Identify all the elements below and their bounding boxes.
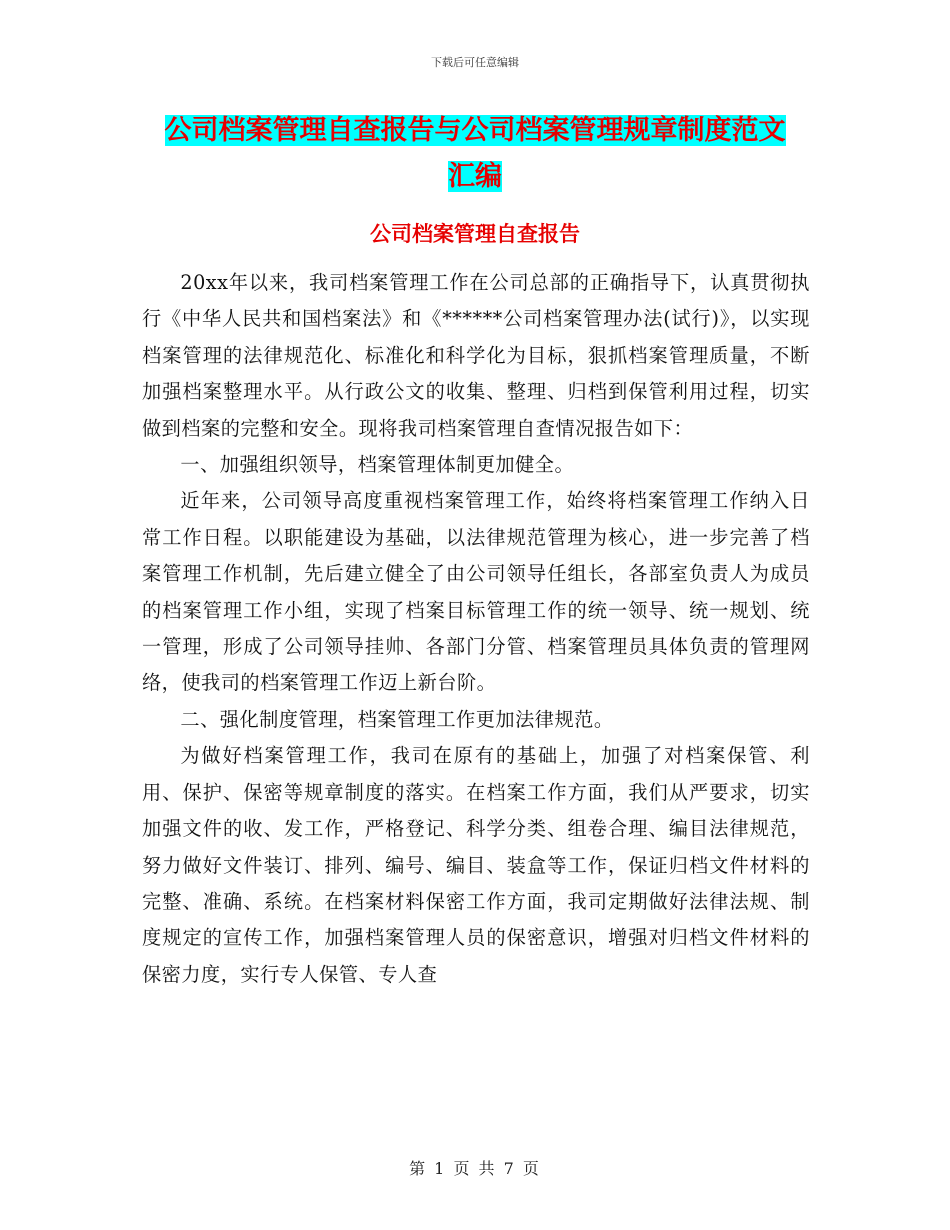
paragraph-organization: 近年来，公司领导高度重视档案管理工作，始终将档案管理工作纳入日常工作日程。以职能建设为基础，以法律规范管理为核心，进一步完善了档案管理工作机制，先后建立健全了由公司领导任组长，各部室负责人为成员的档案管理工作小组，实现了档案目标管理工作的统一领导、统一规划、统一管理，形成了公司领导挂帅、各部门分管、档案管理员具体负责的管理网络，使我司的档案管理工作迈上新台阶。 <box>142 489 810 695</box>
paragraph-heading-1: 一、加强组织领导，档案管理体制更加健全。 <box>180 453 575 477</box>
document-body <box>142 265 810 993</box>
page-header-note: 下载后可任意编辑 <box>431 56 519 69</box>
paragraph-system-management: 为做好档案管理工作，我司在原有的基础上，加强了对档案保管、利用、保护、保密等规章制度的落实。在档案工作方面，我们从严要求，切实加强文件的收、发工作，严格登记、科学分类、组卷合理、编目法律规范，努力做好文件装订、排列、编号、编目、装盒等工作，保证归档文件材料的完整、准确、系统。在档案材料保密工作方面，我司定期做好法律法规、制度规定的宣传工作，加强档案管理人员的保密意识，增强对归档文件材料的保密力度，实行专人保管、专人查 <box>142 744 810 986</box>
section-title: 公司档案管理自查报告 <box>370 222 580 246</box>
document-title-line-2: 汇编 <box>448 161 502 192</box>
page-number: 第 1 页 共 7 页 <box>409 1159 541 1178</box>
document-title-line-1: 公司档案管理自查报告与公司档案管理规章制度范文 <box>164 115 786 146</box>
document-title <box>140 108 810 200</box>
paragraph-intro: 20xx年以来，我司档案管理工作在公司总部的正确指导下，认真贯彻执行《中华人民共和国档案法》和《******公司档案管理办法(试行)》，以实现档案管理的法律规范化、标准化和科学化为目标，狠抓档案管理质量，不断加强档案整理水平。从行政公文的收集、整理、归档到保管利用过程，切实做到档案的完整和安全。现将我司档案管理自查情况报告如下： <box>142 271 810 440</box>
paragraph-heading-2: 二、强化制度管理，档案管理工作更加法律规范。 <box>180 707 614 731</box>
